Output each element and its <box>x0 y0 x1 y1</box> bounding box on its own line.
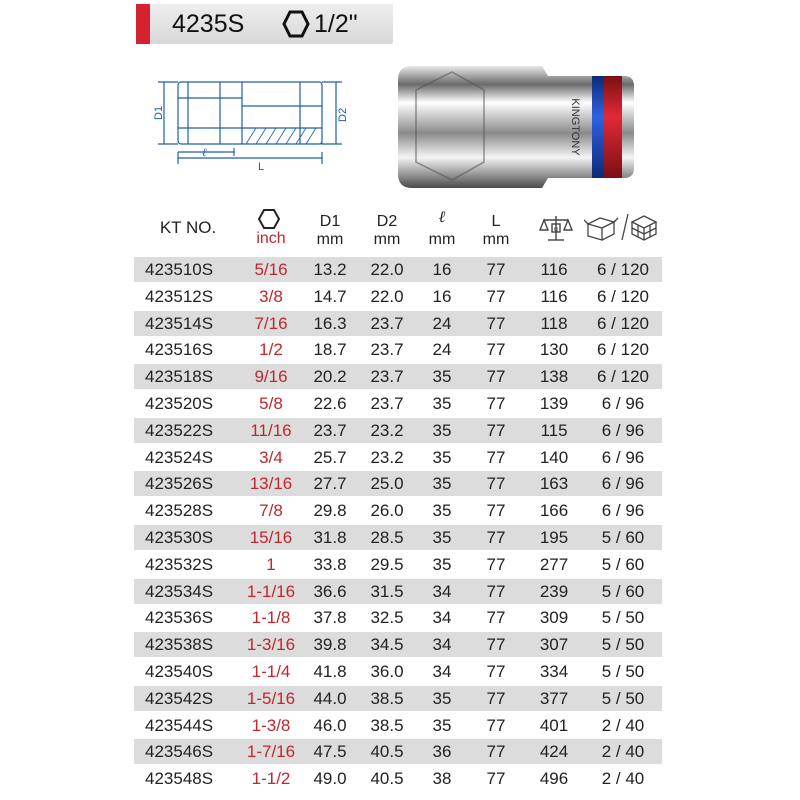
l-big-cell: 77 <box>486 260 506 279</box>
d1-cell: 47.5 <box>313 742 347 762</box>
kt-number-cell: 423538S <box>145 635 214 655</box>
d2-cell: 26.0 <box>370 501 404 521</box>
packing-cell: 5 / 50 <box>601 608 645 628</box>
kt-number-cell: 423522S <box>145 420 214 440</box>
l-small-cell: 35 <box>432 715 452 735</box>
packing-cell: 6 / 96 <box>601 447 645 467</box>
d2-cell: 31.5 <box>370 581 404 601</box>
kt-number-cell: 423530S <box>145 528 214 547</box>
weight-cell: 401 <box>539 715 569 735</box>
svg-text:g: g <box>554 226 558 233</box>
kt-number-cell: 423534S <box>145 581 214 601</box>
size-inch-cell: 5/8 <box>259 394 283 413</box>
weight-cell: 130 <box>539 340 569 360</box>
drive-size-title: 1/2" <box>314 10 358 38</box>
header-d1-unit: mm <box>316 231 344 248</box>
l-small-cell: 24 <box>432 313 452 333</box>
d2-cell: 38.5 <box>370 688 404 708</box>
l-small-cell: 35 <box>432 474 452 494</box>
d1-cell: 25.7 <box>313 447 347 467</box>
header-d2-unit: mm <box>373 231 401 248</box>
l-small-cell: 35 <box>432 447 452 467</box>
weight-cell: 116 <box>540 260 568 279</box>
l-small-cell: 35 <box>432 394 452 413</box>
weight-cell: 163 <box>539 474 569 494</box>
l-big-cell: 77 <box>486 420 506 440</box>
kt-number-cell: 423510S <box>145 260 214 279</box>
l-small-cell: 35 <box>432 528 452 547</box>
packing-cell: 6 / 96 <box>601 420 645 440</box>
socket-dimension-diagram <box>150 76 350 172</box>
size-inch-cell: 1-1/4 <box>251 662 291 681</box>
header-l-small-unit: mm <box>428 231 456 248</box>
l-big-cell: 77 <box>486 608 506 628</box>
table-row <box>134 659 662 684</box>
kt-number-cell: 423514S <box>145 313 214 333</box>
packing-cell: 2 / 40 <box>601 769 645 789</box>
d2-cell: 23.7 <box>370 313 404 333</box>
l-small-cell: 36 <box>432 742 452 762</box>
header-l-small: ℓ <box>438 209 446 226</box>
header-d1: D1 <box>319 213 341 230</box>
size-inch-cell: 1/2 <box>259 340 283 360</box>
size-inch-cell: 7/16 <box>254 313 288 333</box>
weight-cell: 309 <box>539 608 569 628</box>
kt-number-cell: 423536S <box>145 608 214 628</box>
d2-cell: 23.7 <box>370 394 404 413</box>
packing-cell: 6 / 120 <box>597 260 649 279</box>
l-small-cell: 35 <box>432 688 452 708</box>
product-model-title: 4235S <box>172 10 245 38</box>
kt-number-cell: 423548S <box>145 769 214 789</box>
d2-cell: 29.5 <box>370 554 404 574</box>
l-small-cell: 35 <box>432 554 452 574</box>
header-l-big: L <box>491 213 501 230</box>
d1-cell: 14.7 <box>313 286 347 306</box>
size-inch-cell: 1-1/2 <box>251 769 291 789</box>
d2-cell: 40.5 <box>370 769 404 789</box>
l-big-cell: 77 <box>486 474 506 494</box>
packing-cell: 6 / 96 <box>601 394 645 413</box>
table-row <box>134 257 662 282</box>
header-kt-no: KT NO. <box>159 218 217 237</box>
packing-cell: 5 / 60 <box>601 581 645 601</box>
kt-number-cell: 423516S <box>145 340 214 360</box>
d2-cell: 28.5 <box>370 528 404 547</box>
weight-cell: 277 <box>539 554 569 574</box>
packing-cell: 6 / 120 <box>597 286 649 306</box>
kt-number-cell: 423520S <box>145 394 214 413</box>
kt-number-cell: 423542S <box>145 688 214 708</box>
table-row <box>134 391 662 416</box>
header-d2: D2 <box>376 213 398 230</box>
table-row <box>134 418 662 443</box>
d1-cell: 41.8 <box>313 662 347 681</box>
table-row <box>134 311 662 336</box>
kt-number-cell: 423518S <box>145 367 214 387</box>
table-row <box>134 445 662 470</box>
kt-number-cell: 423546S <box>145 742 214 762</box>
size-inch-cell: 15/16 <box>249 528 293 547</box>
kt-number-cell: 423524S <box>145 447 214 467</box>
l-small-cell: 16 <box>432 286 452 306</box>
d2-cell: 32.5 <box>370 608 404 628</box>
packing-cell: 2 / 40 <box>601 742 645 762</box>
l-small-cell: 38 <box>432 769 452 789</box>
d1-cell: 31.8 <box>313 528 347 547</box>
l-small-cell: 34 <box>432 662 452 681</box>
size-inch-cell: 7/8 <box>259 501 283 521</box>
size-inch-cell: 5/16 <box>254 260 288 279</box>
diagram-label-d1: D1 <box>153 105 165 120</box>
header-l-big-unit: mm <box>482 231 510 248</box>
d1-cell: 39.8 <box>313 635 347 655</box>
packing-cell: 5 / 50 <box>601 635 645 655</box>
d2-cell: 23.2 <box>370 420 404 440</box>
size-inch-cell: 9/16 <box>254 367 288 387</box>
weight-cell: 166 <box>539 501 569 521</box>
d1-cell: 37.8 <box>313 608 347 628</box>
size-inch-cell: 1-5/16 <box>246 688 296 708</box>
table-row <box>134 364 662 389</box>
packing-cell: 5 / 50 <box>601 662 645 681</box>
l-big-cell: 77 <box>486 340 506 360</box>
d1-cell: 20.2 <box>313 367 347 387</box>
d1-cell: 13.2 <box>313 260 347 279</box>
packing-cell: 2 / 40 <box>601 715 645 735</box>
packing-cell: 5 / 50 <box>601 688 645 708</box>
l-small-cell: 34 <box>432 635 452 655</box>
table-row <box>134 766 662 791</box>
d2-cell: 34.5 <box>370 635 404 655</box>
l-big-cell: 77 <box>486 635 506 655</box>
packing-cell: 6 / 96 <box>601 474 645 494</box>
weight-cell: 116 <box>540 286 568 306</box>
size-inch-cell: 3/8 <box>259 286 283 306</box>
diagram-label-d2: D2 <box>337 107 349 122</box>
l-big-cell: 77 <box>486 313 506 333</box>
l-big-cell: 77 <box>486 394 506 413</box>
l-small-cell: 16 <box>432 260 452 279</box>
table-row <box>134 686 662 711</box>
socket-brand-engraving: KINGTONY <box>569 98 581 156</box>
size-inch-cell: 11/16 <box>250 420 292 440</box>
l-big-cell: 77 <box>486 367 506 387</box>
d2-cell: 22.0 <box>370 286 404 306</box>
l-big-cell: 77 <box>486 662 506 681</box>
table-row <box>134 579 662 604</box>
header-size-unit: inch <box>256 230 286 247</box>
d1-cell: 44.0 <box>313 688 347 708</box>
table-row <box>134 284 662 309</box>
l-small-cell: 34 <box>432 581 452 601</box>
kt-number-cell: 423528S <box>145 501 214 521</box>
weight-cell: 115 <box>540 420 568 440</box>
d1-cell: 27.7 <box>313 474 347 494</box>
packing-cell: 5 / 60 <box>601 554 645 574</box>
d2-cell: 23.2 <box>370 447 404 467</box>
l-big-cell: 77 <box>486 501 506 521</box>
table-row <box>134 525 662 550</box>
weight-cell: 138 <box>539 367 569 387</box>
hexagon-icon <box>282 10 310 38</box>
weight-cell: 424 <box>539 742 569 762</box>
title-accent-bar <box>136 4 150 44</box>
weight-cell: 377 <box>539 688 569 708</box>
weight-cell: 307 <box>539 635 569 655</box>
l-big-cell: 77 <box>486 528 506 547</box>
table-row <box>134 632 662 657</box>
packing-cell: 6 / 120 <box>597 367 649 387</box>
d1-cell: 49.0 <box>313 769 347 789</box>
d2-cell: 22.0 <box>370 260 404 279</box>
hexagon-size-icon <box>258 208 280 230</box>
table-row <box>134 552 662 577</box>
kt-number-cell: 423544S <box>145 715 214 735</box>
l-big-cell: 77 <box>486 554 506 574</box>
weight-cell: 334 <box>539 662 569 681</box>
l-big-cell: 77 <box>486 742 506 762</box>
l-small-cell: 24 <box>432 340 452 360</box>
weight-cell: 139 <box>539 394 569 413</box>
weight-cell: 118 <box>540 313 568 333</box>
l-big-cell: 77 <box>486 688 506 708</box>
size-inch-cell: 1-3/16 <box>246 635 296 655</box>
size-inch-cell: 1-3/8 <box>251 715 291 735</box>
weight-cell: 140 <box>539 447 569 467</box>
l-big-cell: 77 <box>486 286 506 306</box>
d1-cell: 36.6 <box>313 581 347 601</box>
packing-cell: 6 / 120 <box>597 313 649 333</box>
kt-number-cell: 423540S <box>145 662 214 681</box>
size-inch-cell: 13/16 <box>249 474 293 494</box>
packing-cell: 6 / 120 <box>597 340 649 360</box>
size-inch-cell: 1-7/16 <box>246 742 296 762</box>
table-row <box>134 498 662 523</box>
socket-product-photo <box>392 62 642 192</box>
l-big-cell: 77 <box>486 581 506 601</box>
d2-cell: 40.5 <box>370 742 404 762</box>
d2-cell: 38.5 <box>370 715 404 735</box>
d2-cell: 23.7 <box>370 340 404 360</box>
d1-cell: 29.8 <box>313 501 347 521</box>
l-big-cell: 77 <box>486 447 506 467</box>
packing-cell: 5 / 60 <box>601 528 645 547</box>
diagram-label-l-big: L <box>258 161 265 172</box>
d1-cell: 46.0 <box>313 715 347 735</box>
d2-cell: 36.0 <box>370 662 404 681</box>
size-inch-cell: 1-1/16 <box>246 581 296 601</box>
size-inch-cell: 1-1/8 <box>251 608 291 628</box>
d1-cell: 18.7 <box>313 340 347 360</box>
kt-number-cell: 423526S <box>145 474 214 494</box>
table-row <box>134 713 662 738</box>
weight-cell: 195 <box>539 528 569 547</box>
scale-g-icon <box>538 212 574 244</box>
kt-number-cell: 423512S <box>145 286 214 306</box>
table-row <box>134 471 662 496</box>
size-inch-cell: 3/4 <box>259 447 283 467</box>
d2-cell: 25.0 <box>370 474 404 494</box>
l-small-cell: 35 <box>432 501 452 521</box>
d1-cell: 33.8 <box>313 554 347 574</box>
d1-cell: 16.3 <box>313 313 347 333</box>
box-carton-icon <box>584 212 660 242</box>
diagram-label-l-small: ℓ <box>202 147 207 159</box>
size-inch-cell: 1 <box>266 554 276 574</box>
d1-cell: 22.6 <box>313 394 347 413</box>
d2-cell: 23.7 <box>370 367 404 387</box>
table-row <box>134 337 662 362</box>
weight-cell: 496 <box>539 769 569 789</box>
l-big-cell: 77 <box>486 715 506 735</box>
weight-cell: 239 <box>539 581 569 601</box>
l-small-cell: 35 <box>432 367 452 387</box>
table-row <box>134 605 662 630</box>
title-bar <box>136 4 393 44</box>
kt-number-cell: 423532S <box>145 554 214 574</box>
l-small-cell: 34 <box>432 608 452 628</box>
l-big-cell: 77 <box>486 769 506 789</box>
packing-cell: 6 / 96 <box>601 501 645 521</box>
l-small-cell: 35 <box>432 420 452 440</box>
d1-cell: 23.7 <box>313 420 347 440</box>
table-row <box>134 739 662 764</box>
